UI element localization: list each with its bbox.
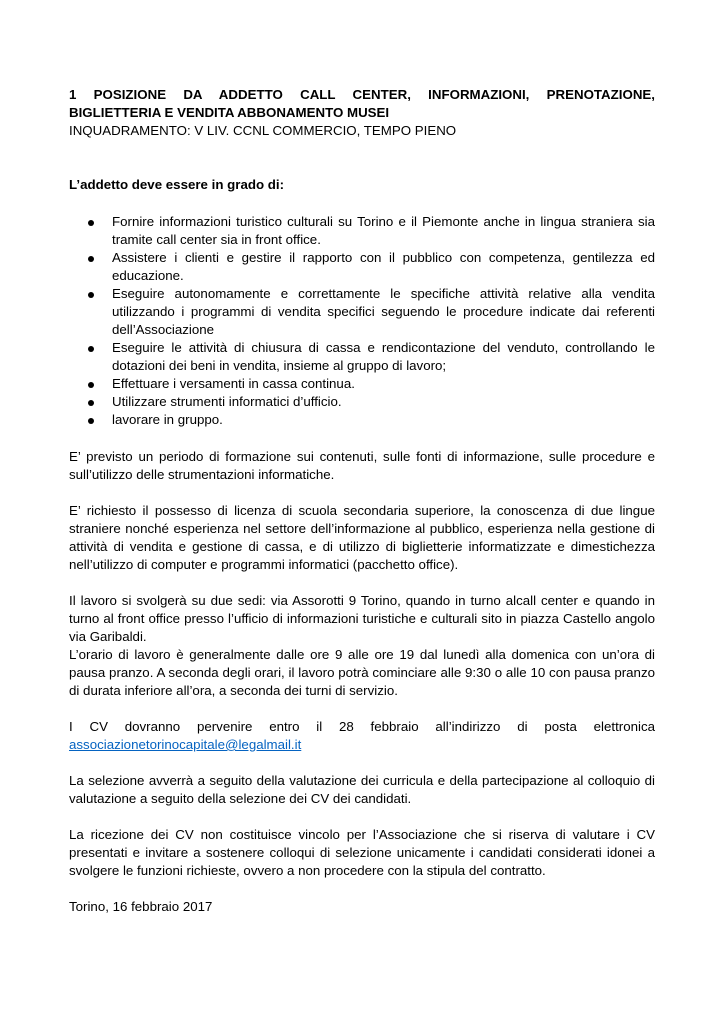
locations-paragraph: Il lavoro si svolgerà su due sedi: via Assorotti 9 Torino, quando in turno alcall center e quando in turno al front office presso l’ufficio di informazioni turistiche e culturali sito in piazza Castello angolo via Garibaldi. (69, 593, 655, 644)
list-item (69, 411, 655, 429)
bullet-icon (88, 346, 94, 352)
list-item (69, 393, 655, 411)
bullet-icon (88, 418, 94, 424)
bullet-icon (88, 382, 94, 388)
schedule-paragraph: L’orario di lavoro è generalmente dalle ore 9 alle ore 19 dal lunedì alla domenica con un’ora di pausa pranzo. A seconda degli orari, il lavoro potrà cominciare alle 9:30 o alle 10 con pausa pranzo di durata inferiore all’ora, a seconda dei turni di servizio. (69, 647, 655, 698)
list-item-text: Utilizzare strumenti informatici d’ufficio. (112, 394, 342, 409)
document-page (69, 86, 655, 916)
cv-submission-text: I CV dovranno pervenire entro il 28 febbraio all’indirizzo di posta elettronica (69, 719, 655, 734)
bullet-icon (88, 220, 94, 226)
list-item (69, 285, 655, 339)
requirements-list (69, 213, 655, 429)
document-date: Torino, 16 febbraio 2017 (69, 899, 213, 914)
list-item-text: Assistere i clienti e gestire il rapporto con il pubblico con competenza, gentilezza ed educazione. (112, 250, 655, 283)
bullet-icon (88, 400, 94, 406)
list-item (69, 375, 655, 393)
training-paragraph: E’ previsto un periodo di formazione sui contenuti, sulle fonti di informazione, sulle procedure e sull’utilizzo delle strumentazioni informatiche. (69, 449, 655, 482)
bullet-icon (88, 292, 94, 298)
list-item (69, 249, 655, 285)
list-item-text: Eseguire autonomamente e correttamente le specifiche attività relative alla vendita utilizzando i programmi di vendita specifici seguendo le procedure indicate dai referenti dell’Associazione (112, 286, 655, 337)
list-item-text: lavorare in gruppo. (112, 412, 223, 427)
selection-paragraph: La selezione avverrà a seguito della valutazione dei curricula e della partecipazione al colloquio di valutazione a seguito della selezione dei CV dei candidati. (69, 773, 655, 806)
qualifications-paragraph: E’ richiesto il possesso di licenza di scuola secondaria superiore, la conoscenza di due lingue straniere nonché esperienza nel settore dell’informazione al pubblico, esperienza nella gestione di attività di vendita e gestione di cassa, e di utilizzo di biglietterie informatizzate e dimestichezza nell’utilizzo di computer e programmi informatici (pacchetto office). (69, 503, 655, 572)
list-item-text: Fornire informazioni turistico culturali su Torino e il Piemonte anche in lingua straniera sia tramite call center sia in front office. (112, 214, 655, 247)
list-item (69, 213, 655, 249)
email-link[interactable]: associazionetorinocapitale@legalmail.it (69, 737, 302, 752)
requirements-lead: L’addetto deve essere in grado di: (69, 177, 285, 192)
list-item (69, 339, 655, 375)
job-title: 1 POSIZIONE DA ADDETTO CALL CENTER, INFORMAZIONI, PRENOTAZIONE, BIGLIETTERIA E VENDITA ABBONAMENTO MUSEI (69, 87, 655, 120)
cv-submission-paragraph (69, 718, 655, 754)
bullet-icon (88, 256, 94, 262)
list-item-text: Effettuare i versamenti in cassa continua. (112, 376, 355, 391)
job-classification: INQUADRAMENTO: V LIV. CCNL COMMERCIO, TEMPO PIENO (69, 123, 457, 138)
list-item-text: Eseguire le attività di chiusura di cassa e rendicontazione del venduto, controllando le dotazioni dei beni in vendita, insieme al gruppo di lavoro; (112, 340, 655, 373)
disclaimer-paragraph: La ricezione dei CV non costituisce vincolo per l’Associazione che si riserva di valutare i CV presentati e invitare a sostenere colloqui di selezione unicamente i candidati considerati idonei a svolgere le funzioni richieste, ovvero a non procedere con la stipula del contratto. (69, 827, 655, 878)
